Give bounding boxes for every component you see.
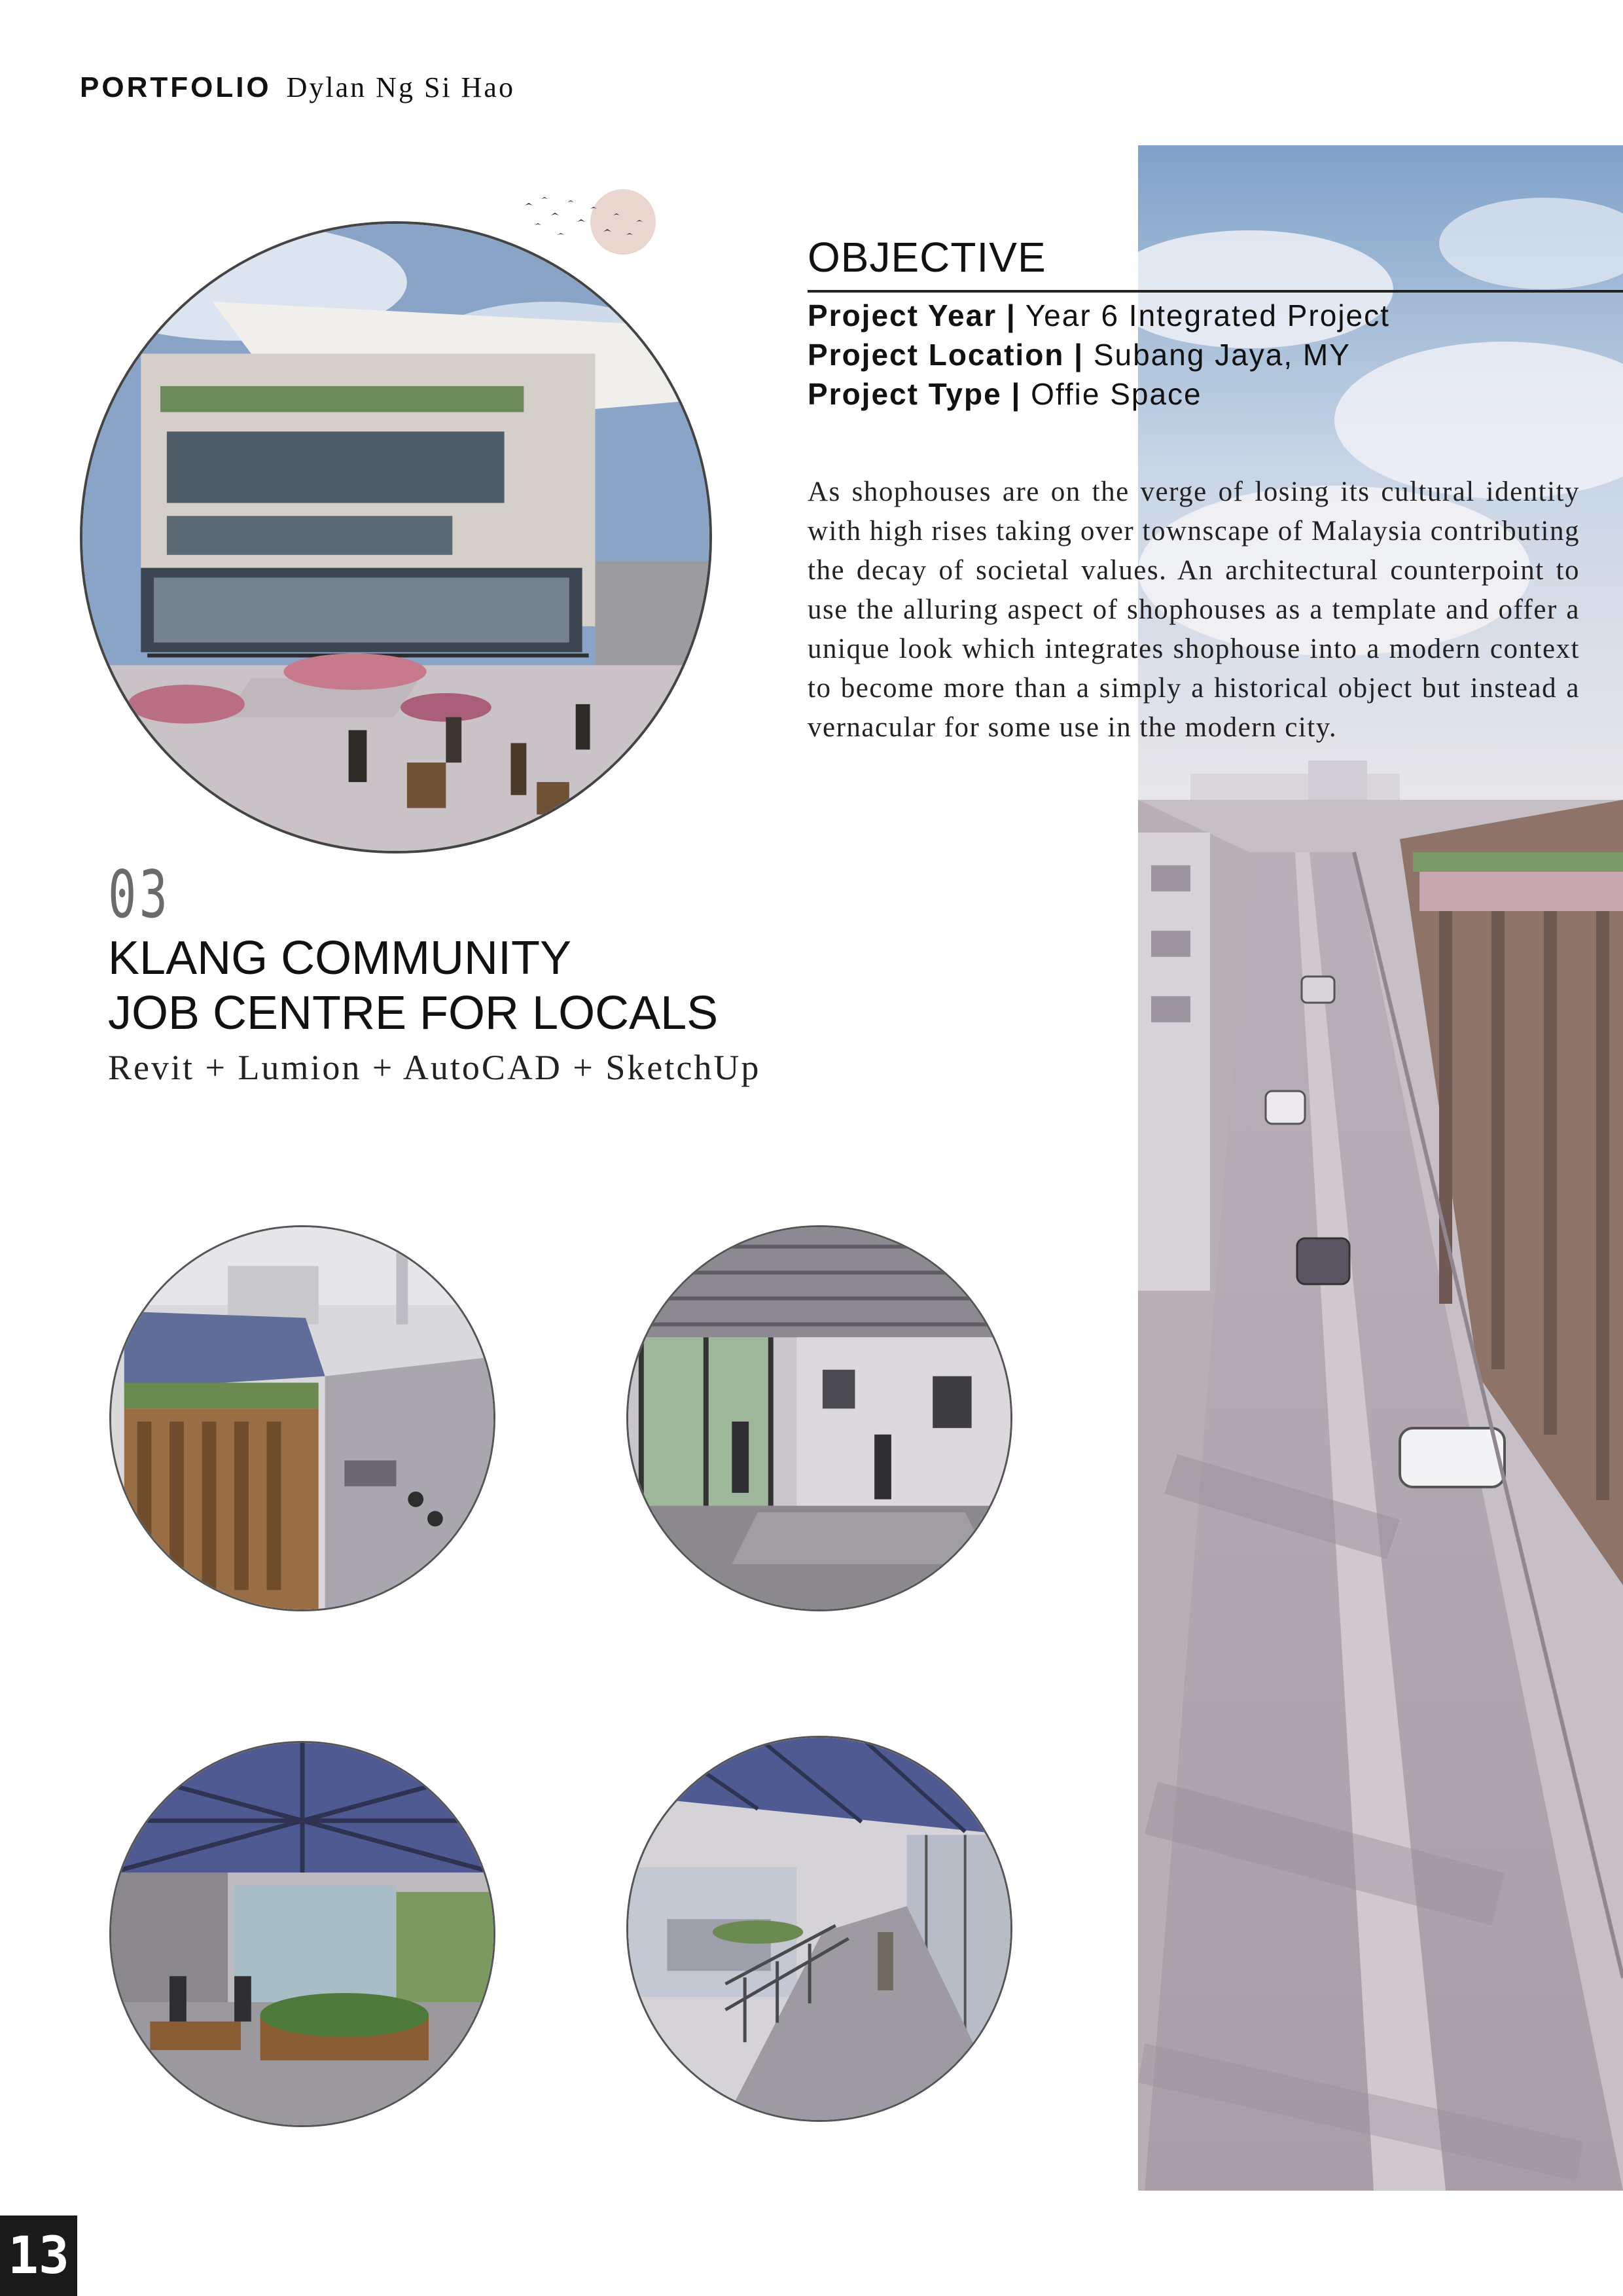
project-year-label: Project Year | — [808, 298, 1016, 332]
portfolio-header — [80, 71, 515, 104]
project-tools: Revit + Lumion + AutoCAD + SketchUp — [108, 1048, 761, 1087]
project-location — [808, 337, 1351, 372]
street-perspective-render — [1138, 145, 1623, 2191]
project-type-label: Project Type | — [808, 377, 1022, 411]
objective-divider — [808, 290, 1623, 293]
render-rooftop-walkway — [626, 1736, 1012, 2122]
objective-description: As shophouses are on the verge of losing its cultural identity with high rises taking over townscape of Malaysia contributing the decay of societal values. An architectural counterpoint to use the alluring aspect of shophouses as a template and offer a unique look which integrates shophouse into a modern context to become more than a simply a historical object but instead a vernacular for some use in the modern city. — [808, 476, 1580, 743]
project-type — [808, 376, 1202, 412]
project-type-value: Offie Space — [1031, 377, 1202, 411]
render-interior-lobby — [626, 1225, 1012, 1611]
project-year-value: Year 6 Integrated Project — [1025, 298, 1390, 332]
project-title-line-1: KLANG COMMUNITY — [108, 932, 572, 984]
project-number: 03 — [108, 856, 171, 933]
header-author: Dylan Ng Si Hao — [286, 71, 515, 103]
birds-ornament-icon — [512, 186, 662, 258]
objective-title: OBJECTIVE — [808, 234, 1046, 281]
hero-building-render — [80, 221, 712, 853]
render-rooftop-garden — [109, 1741, 495, 2127]
page-number: 13 — [0, 2215, 77, 2296]
project-location-label: Project Location | — [808, 338, 1084, 372]
project-title-line-2: JOB CENTRE FOR LOCALS — [108, 987, 719, 1039]
project-title — [108, 931, 718, 1041]
render-rooftop-exterior — [109, 1225, 495, 1611]
project-location-value: Subang Jaya, MY — [1093, 338, 1351, 372]
project-year — [808, 298, 1390, 333]
header-brand: PORTFOLIO — [80, 71, 272, 103]
